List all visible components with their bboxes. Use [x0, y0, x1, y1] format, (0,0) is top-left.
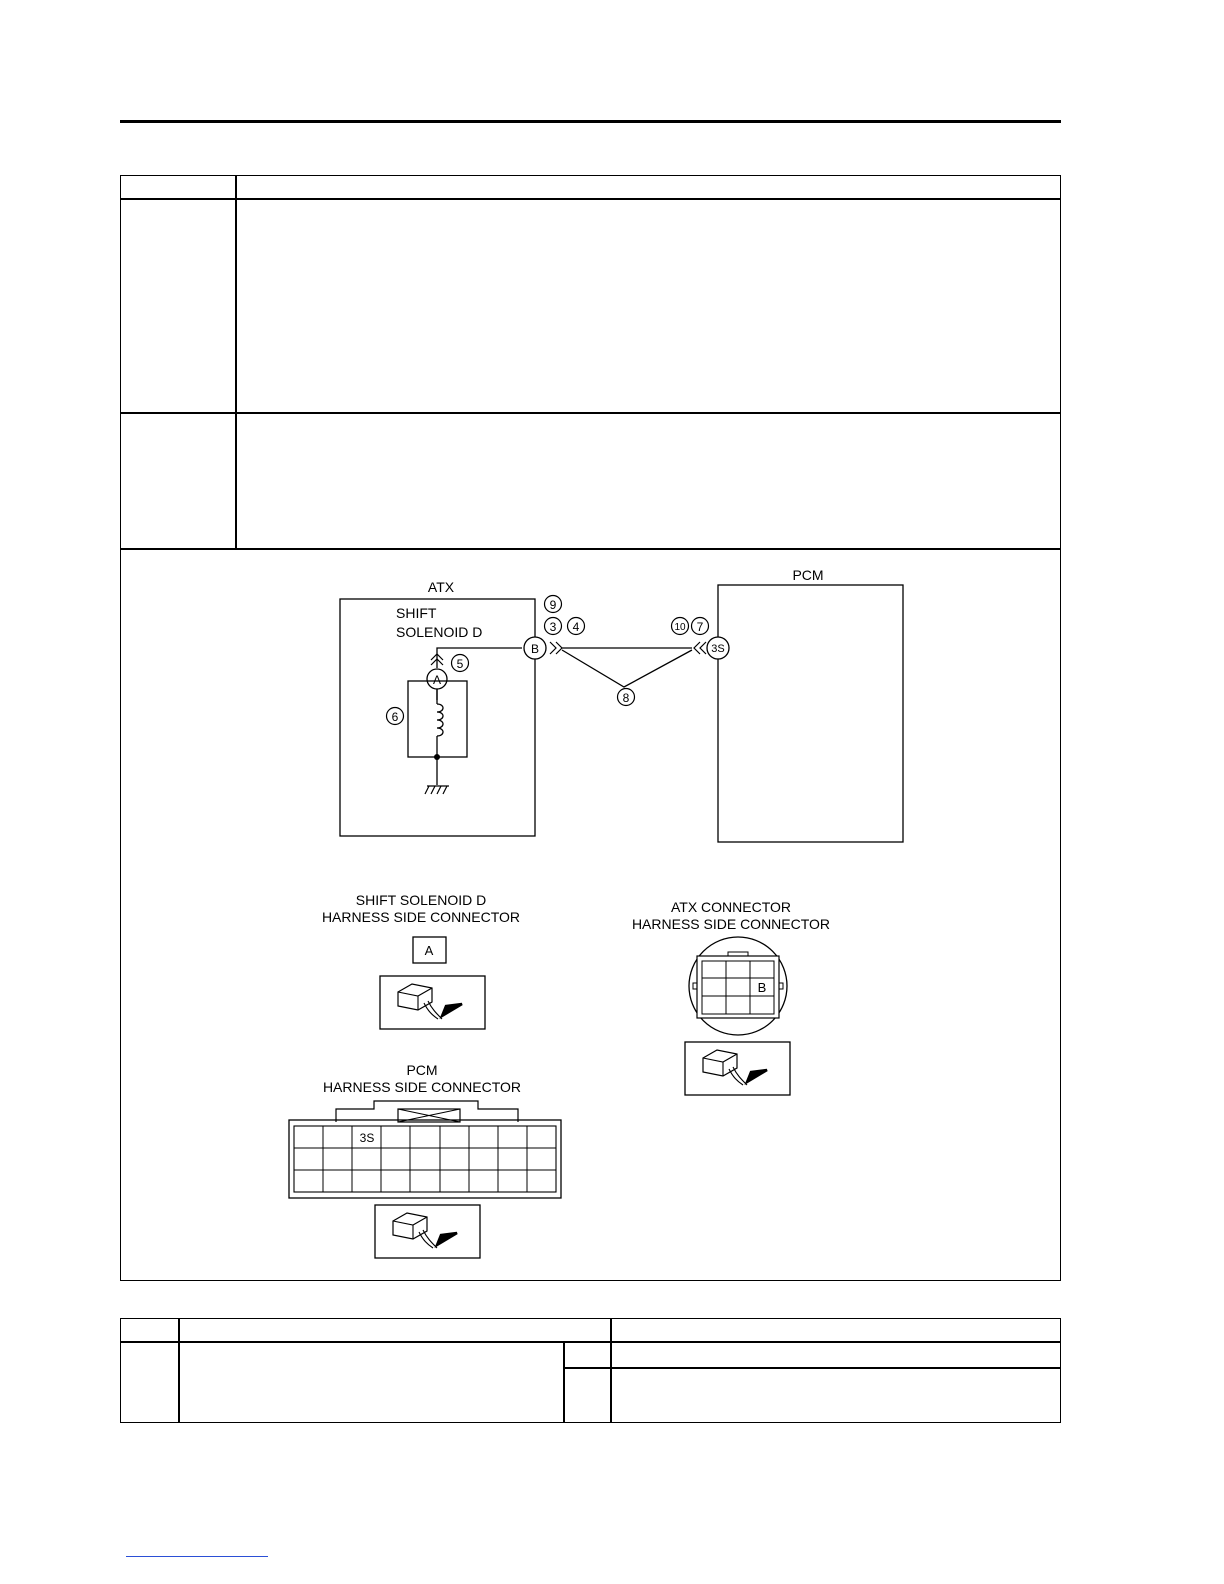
node-a-label: A [432, 673, 442, 687]
pcm-box [718, 585, 903, 842]
atx-connector-title: ATX CONNECTOR [670, 899, 792, 915]
atx-label: ATX [427, 579, 455, 595]
connector-view-icon [685, 1042, 790, 1095]
shift-solenoid-pin-label: A [424, 943, 434, 958]
atx-connector-title-2: HARNESS SIDE CONNECTOR [631, 916, 831, 932]
shift-solenoid-label-2: SOLENOID D [396, 624, 483, 640]
shift-solenoid-connector-title: SHIFT SOLENOID D [355, 892, 487, 908]
connector-view-icon [375, 1205, 480, 1258]
svg-text:8: 8 [622, 691, 630, 705]
wire-a-to-b [437, 648, 522, 668]
pcm-connector-body [289, 1101, 561, 1198]
svg-text:7: 7 [696, 620, 704, 634]
pcm-pin-label: 3S [359, 1131, 375, 1145]
node-3s-label: 3S [711, 643, 725, 655]
pcm-connector-title-2: HARNESS SIDE CONNECTOR [322, 1079, 522, 1095]
solenoid-coil [437, 704, 443, 736]
callout-4 [568, 618, 585, 635]
svg-text:4: 4 [572, 620, 580, 634]
connector-chevron-3s1 [694, 642, 700, 654]
atx-pin-label: B [757, 980, 767, 995]
wire-short-v [562, 650, 692, 687]
callout-6 [387, 708, 404, 725]
pcm-connector-title: PCM [406, 1062, 438, 1078]
connector-chevron-b2 [556, 642, 562, 654]
callout-7 [692, 618, 709, 635]
svg-text:5: 5 [456, 657, 464, 671]
atx-connector-body [689, 937, 787, 1035]
svg-text:6: 6 [391, 710, 399, 724]
ground-icon [425, 786, 449, 794]
callout-9 [545, 596, 562, 613]
connector-view-icon [380, 976, 485, 1029]
connector-chevron-b1 [550, 642, 556, 654]
svg-text:3: 3 [549, 620, 557, 634]
callout-8 [618, 689, 635, 706]
node-b-label: B [530, 642, 540, 656]
connector-chevron-3s2 [700, 642, 706, 654]
shift-solenoid-connector-title-2: HARNESS SIDE CONNECTOR [321, 909, 521, 925]
callout-5 [452, 655, 469, 672]
callout-3 [545, 618, 562, 635]
svg-text:10: 10 [674, 622, 686, 633]
svg-text:9: 9 [549, 598, 557, 612]
callout-10 [672, 618, 689, 635]
pcm-label: PCM [792, 567, 824, 583]
shift-solenoid-label: SHIFT [396, 605, 437, 621]
